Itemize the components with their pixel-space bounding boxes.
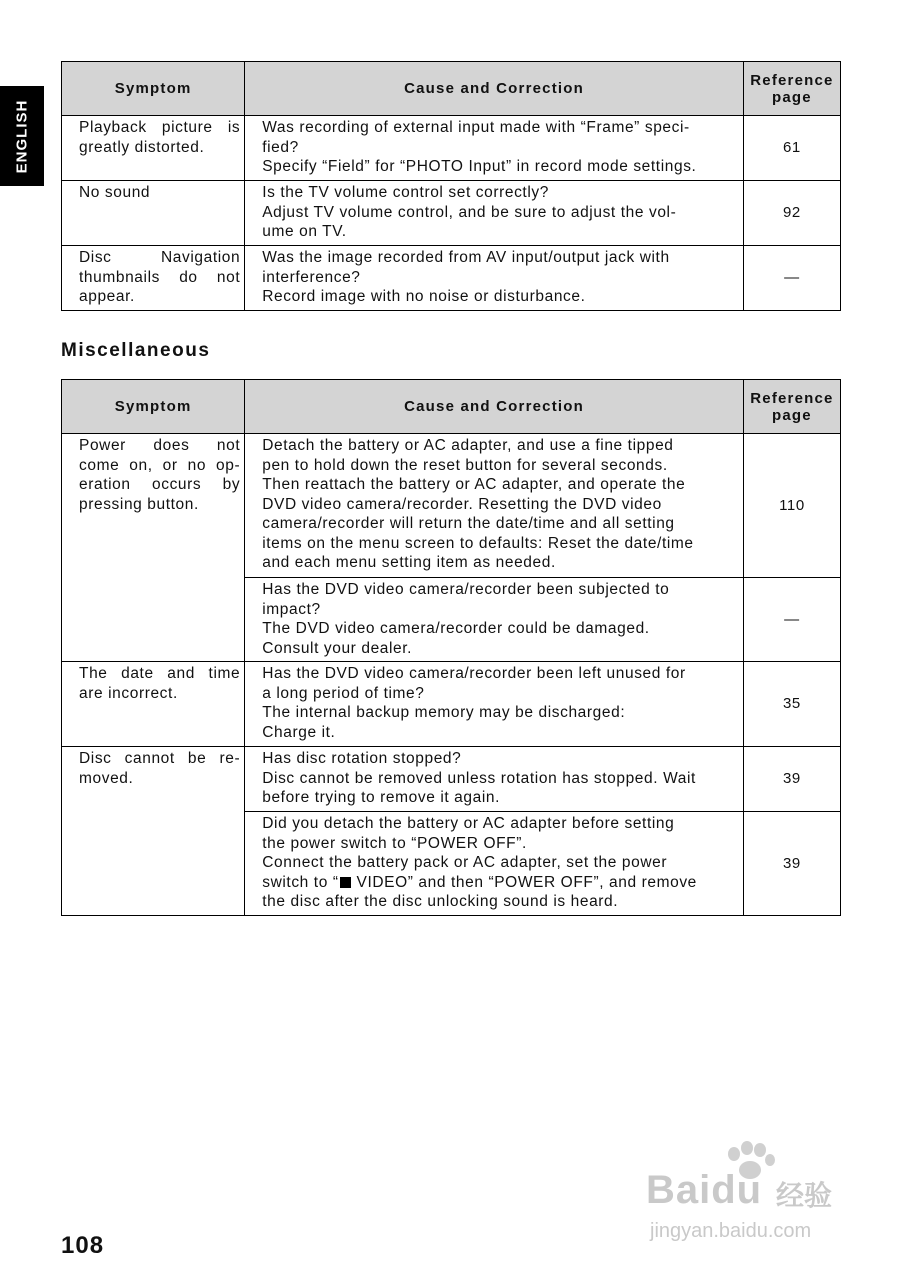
cause-line: Connect the battery pack or AC adapter, set the power [262,854,668,871]
table-row [62,747,841,812]
table-row [62,246,841,311]
reference-cell: 39 [743,812,840,916]
cause-cell [245,181,744,246]
cause-line: items on the menu screen to defaults: Reset the date/time [262,534,694,552]
table-header-row [62,62,841,116]
cause-line: Has the DVD video camera/recorder been subjected to [262,581,670,598]
cause-cell [245,747,744,812]
cause-text: switch to “ [262,873,339,891]
video-camera-icon [340,877,351,888]
header-symptom: Symptom [62,62,245,116]
cause-line: Adjust TV volume control, and be sure to adjust the vol- [262,203,677,221]
cause-line: The DVD video camera/recorder could be damaged. [262,620,650,637]
reference-cell: — [743,246,840,311]
header-reference [743,380,840,434]
page-number: 108 [61,1232,105,1259]
cause-cell [245,434,744,578]
cause-line: and each menu setting item as needed. [262,554,556,571]
header-symptom: Symptom [62,380,245,434]
cause-line: Specify “Field” for “PHOTO Input” in record mode settings. [262,158,697,175]
cause-line: Did you detach the battery or AC adapter before setting [262,815,675,832]
cause-line: camera/recorder will return the date/time and all setting [262,515,675,532]
cause-line: Detach the battery or AC adapter, and use a fine tipped [262,437,674,454]
cause-cell [245,246,744,311]
header-ref-line1: Reference [750,389,834,407]
header-cause: Cause and Correction [245,380,744,434]
reference-cell: 92 [743,181,840,246]
cause-line: Has the DVD video camera/recorder been left unused for [262,665,686,682]
reference-cell: 110 [743,434,840,578]
cause-line: Is the TV volume control set correctly? [262,184,549,201]
reference-cell: 61 [743,116,840,181]
cause-line: The internal backup memory may be discharged: [262,704,626,721]
cause-line: the disc after the disc unlocking sound is heard. [262,893,619,910]
cause-line: ume on TV. [262,223,347,240]
cause-cell [245,116,744,181]
cause-cell [245,662,744,747]
cause-cell [245,578,744,662]
table-header-row [62,380,841,434]
language-tab-label: ENGLISH [13,99,31,173]
language-tab [0,86,44,186]
cause-line: Has disc rotation stopped? [262,750,462,767]
watermark-cn: 经验 [776,1180,833,1211]
header-ref-line2: page [772,88,812,106]
cause-line: Consult your dealer. [262,639,413,657]
cause-line: Then reattach the battery or AC adapter, and operate the [262,476,686,493]
troubleshooting-table-1 [61,61,841,311]
symptom-cell: The date and time are incorrect. [62,662,245,747]
symptom-cell: Playback picture is greatly distorted. [62,116,245,181]
reference-cell: 35 [743,662,840,747]
symptom-cell: Power does not come on, or no op- eration occurs by pressing button. [62,434,245,662]
cause-line: fied? [262,138,299,156]
watermark-logo: Baidu [646,1168,763,1212]
cause-line: DVD video camera/recorder. Resetting the DVD video [262,495,662,513]
cause-line: a long period of time? [262,684,425,702]
header-cause: Cause and Correction [245,62,744,116]
table-row [62,434,841,578]
header-ref-line1: Reference [750,71,834,89]
watermark [640,1140,860,1250]
cause-line: Charge it. [262,723,336,741]
table-row [62,116,841,181]
symptom-cell: Disc Navigation thumbnails do not appear. [62,246,245,311]
symptom-cell: Disc cannot be re- moved. [62,747,245,916]
watermark-url: jingyan.baidu.com [650,1220,812,1242]
section-title: Miscellaneous [61,340,211,361]
table-row [62,662,841,747]
cause-line [262,873,740,893]
reference-cell: 39 [743,747,840,812]
header-ref-line2: page [772,406,812,424]
table-row [62,181,841,246]
symptom-cell: No sound [62,181,245,246]
cause-line: Was recording of external input made with “Frame” speci- [262,119,690,136]
cause-line: the power switch to “POWER OFF”. [262,834,527,852]
troubleshooting-table-2 [61,379,841,916]
cause-line: Disc cannot be removed unless rotation has stopped. Wait [262,769,696,787]
header-reference [743,62,840,116]
reference-cell: — [743,578,840,662]
cause-line: pen to hold down the reset button for several seconds. [262,456,668,474]
cause-line: interference? [262,268,361,286]
cause-line: impact? [262,600,321,618]
cause-line: Record image with no noise or disturbance. [262,288,586,305]
cause-line: Was the image recorded from AV input/output jack with [262,249,670,266]
cause-text: VIDEO” and then “POWER OFF”, and remove [351,873,697,891]
cause-line: before trying to remove it again. [262,789,501,806]
cause-cell [245,812,744,916]
